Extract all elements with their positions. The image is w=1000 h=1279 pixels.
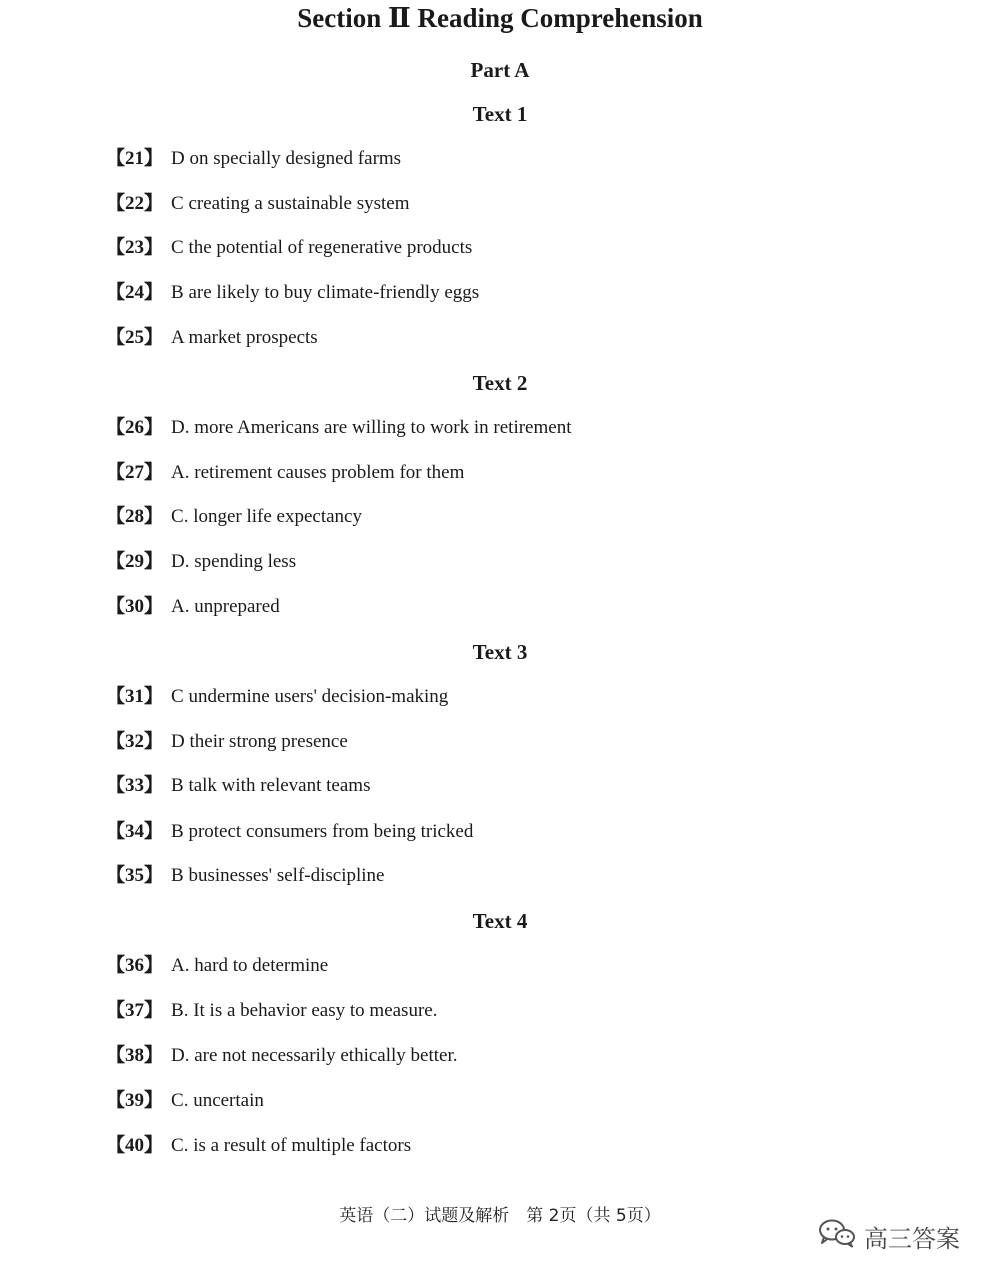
question-number: 【35】 — [106, 865, 164, 886]
question-number: 【28】 — [106, 506, 164, 527]
question-number: 【24】 — [106, 282, 164, 303]
answer-text: C undermine users' decision-making — [171, 686, 449, 707]
answer-item — [106, 236, 472, 260]
question-number: 【37】 — [106, 1000, 164, 1021]
answer-text: C creating a sustainable system — [171, 193, 410, 214]
question-number: 【29】 — [106, 551, 164, 572]
page-title: Section Ⅱ Reading Comprehension — [297, 3, 703, 33]
answer-item — [106, 461, 464, 485]
watermark — [818, 1218, 960, 1254]
answer-item — [106, 954, 328, 978]
question-number: 【32】 — [106, 731, 164, 752]
text-heading: Text 3 — [472, 640, 528, 664]
answer-text: C. longer life expectancy — [171, 506, 362, 527]
answer-item — [106, 550, 296, 574]
answer-item — [106, 147, 401, 171]
question-number: 【27】 — [106, 462, 164, 483]
question-number: 【25】 — [106, 327, 164, 348]
answer-item — [106, 192, 410, 216]
answer-item — [106, 999, 437, 1023]
answer-text: B protect consumers from being tricked — [171, 821, 474, 842]
answer-text: A market prospects — [171, 327, 318, 348]
question-number: 【38】 — [106, 1045, 164, 1066]
part-title: Part A — [470, 58, 530, 82]
question-number: 【34】 — [106, 821, 164, 842]
answer-text: B businesses' self-discipline — [171, 865, 385, 886]
answer-item — [106, 1044, 457, 1068]
question-number: 【26】 — [106, 417, 164, 438]
watermark-text: 高三答案 — [864, 1224, 960, 1253]
question-number: 【30】 — [106, 596, 164, 617]
answer-item — [106, 1089, 264, 1113]
answer-text: D. more Americans are willing to work in retirement — [171, 417, 572, 438]
question-number: 【22】 — [106, 193, 164, 214]
answer-item — [106, 416, 571, 440]
question-number: 【39】 — [106, 1090, 164, 1111]
answer-item — [106, 326, 318, 350]
answer-item — [106, 685, 448, 709]
text-heading: Text 2 — [472, 371, 528, 395]
question-number: 【36】 — [106, 955, 164, 976]
answer-text: C. uncertain — [171, 1090, 264, 1111]
question-number: 【21】 — [106, 148, 164, 169]
question-number: 【40】 — [106, 1135, 164, 1156]
answer-item — [106, 864, 384, 888]
answer-text: C. is a result of multiple factors — [171, 1135, 412, 1156]
answer-item — [106, 820, 473, 844]
answer-text: A. hard to determine — [171, 955, 329, 976]
answer-text: D on specially designed farms — [171, 148, 402, 169]
question-number: 【31】 — [106, 686, 164, 707]
answer-text: C the potential of regenerative products — [171, 237, 473, 258]
answer-item — [106, 1134, 411, 1158]
question-number: 【33】 — [106, 775, 164, 796]
answer-item — [106, 730, 348, 754]
answer-item — [106, 505, 362, 529]
question-number: 【23】 — [106, 237, 164, 258]
answer-text: A. unprepared — [171, 596, 280, 617]
text-heading: Text 4 — [472, 909, 528, 933]
answer-text: D. spending less — [171, 551, 297, 572]
answer-text: B talk with relevant teams — [171, 775, 371, 796]
answer-text: B are likely to buy climate-friendly eggs — [171, 282, 480, 303]
answer-item — [106, 774, 370, 798]
answer-text: A. retirement causes problem for them — [171, 462, 465, 483]
text-heading: Text 1 — [472, 102, 528, 126]
answer-text: D their strong presence — [171, 731, 348, 752]
wechat-icon — [818, 1218, 856, 1254]
answer-item — [106, 595, 280, 619]
answer-text: B. It is a behavior easy to measure. — [171, 1000, 438, 1021]
answer-item — [106, 281, 479, 305]
page-footer: 英语（二）试题及解析 第 2页（共 5页） — [339, 1206, 661, 1226]
answer-text: D. are not necessarily ethically better. — [171, 1045, 458, 1066]
